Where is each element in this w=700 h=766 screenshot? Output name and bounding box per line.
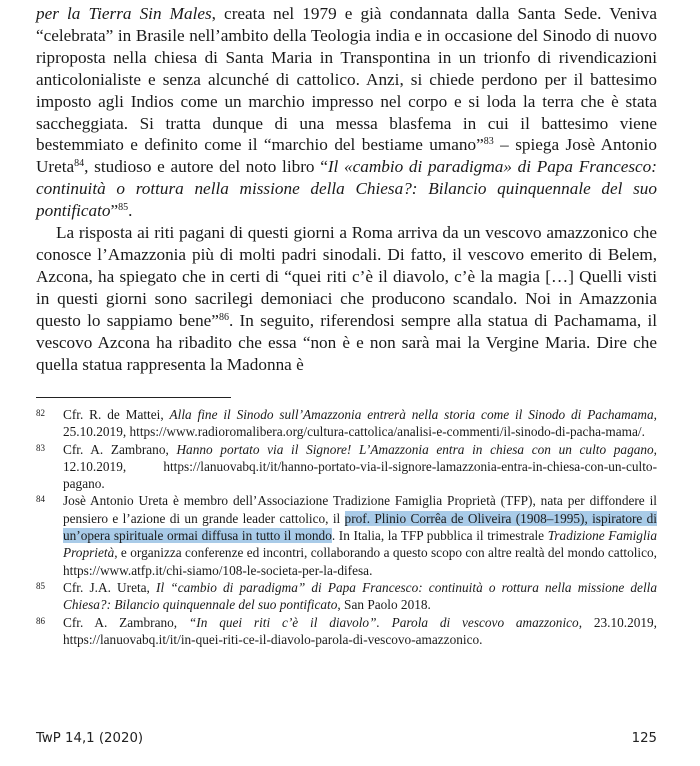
- footnote-83: [36, 441, 657, 493]
- footnote-text: Cfr. A. Zambrano,: [63, 614, 189, 630]
- footnote-text: Josè Antonio Ureta è membro dell’Associazione Tradizione Famiglia Proprietà (TFP), nata per diffondere il pensiero e l’azione di un grande leader cattolico, il: [63, 493, 657, 526]
- italic-title: per la Tierra Sin Males: [36, 4, 212, 23]
- text-run: – spiega Josè Antonio Ureta: [36, 135, 657, 177]
- body-text: [36, 3, 657, 375]
- text-run: , studioso e autore del noto libro “: [84, 157, 328, 177]
- footnote-85: [36, 579, 657, 614]
- italic-book-title: Il «cambio di paradigma» di Papa Francesco: continuità o rottura nella missione della Chiesa?: Bilancio quinquennale del suo pontificato: [36, 157, 657, 221]
- footnote-text: , San Paolo 2018.: [337, 597, 431, 613]
- footnote-text: Cfr. R. de Mattei,: [63, 407, 170, 422]
- page-number: 125: [631, 731, 657, 746]
- text-run: , creata nel 1979 e già condannata dalla Santa Sede. Veniva “celebrata” in Brasile nell’ambito della Teologia india e in occasione del Sinodo di nuovo riproposta nella chiesa di Santa Maria in Transpontina in un trionfo di rivendicazioni anticolonialiste e senza alcunché di cattolico. Anzi, si chiede perdono per il battesimo imposto agli Indios come un marchio impresso nel corpo e si loda la terra che è stata saccheggiata. Si tratta dunque di una messa blasfema in cui il battesimo viene bestemmiato e definito come il “marchio del bestiame umano”: [36, 4, 657, 155]
- footnote-86: [36, 614, 657, 649]
- footnote-text: , 12.10.2019, https://lanuovabq.it/it/hanno-portato-via-il-signore-lamazzonia-entra-in-chiesa-con-un-culto-pagano.: [63, 441, 657, 492]
- footnote-82: [36, 406, 657, 441]
- selected-text-highlight[interactable]: prof. Plinio Corrêa de Oliveira (1908–1995), ispiratore di un’opera spirituale ormai diffusa in tutto il mondo: [63, 510, 657, 544]
- text-run: ”: [110, 201, 119, 221]
- paragraph-1: [36, 3, 657, 222]
- footnote-number: 83: [36, 442, 45, 453]
- footnote-title: Alla fine il Sinodo sull’Amazzonia entrerà nella storia come il Sinodo di Pachamama: [169, 407, 654, 422]
- text-run: .: [128, 201, 133, 221]
- footnote-ref-84[interactable]: 84: [74, 158, 85, 170]
- footnote-title: Tradizione Famiglia Proprietà: [63, 528, 657, 561]
- footnote-number: 86: [36, 615, 45, 626]
- footnote-text: , 25.10.2019, https://www.radioromalibera.org/cultura-cattolica/analisi-e-commenti/il-sinodo-di-pacha-mama/.: [63, 407, 657, 440]
- footnote-number: 84: [36, 494, 45, 505]
- footnote-ref-85[interactable]: 85: [118, 202, 129, 214]
- footnote-number: 82: [36, 408, 45, 418]
- text-run: La risposta ai riti pagani di questi giorni a Roma arriva da un vescovo amazzonico che conosce l’Amazzonia più di molti padri sinodali. Di fatto, il vescovo emerito di Belem, Azcona, ha spiegato che in certi di “quei riti c’è il diavolo, c’è la magia […] Quelli visti in questi giorni sono sacrilegi demoniaci che producono scandalo. Noi in Amazzonia questo lo sappiamo bene”: [36, 223, 657, 330]
- footnote-title: Il “cambio di paradigma” di Papa Francesco: continuità o rottura nella missione della Chiesa?: Bilancio quinquennale del suo pontificato: [63, 579, 657, 613]
- footnote-title: “In quei riti c’è il diavolo”. Parola di vescovo amazzonico: [188, 614, 579, 630]
- footnote-text: , e organizza conferenze ed incontri, collaborando a questo scopo con altre realtà del mondo cattolico, https://www.atfp.it/chi-siamo/108-le-societa-per-la-difesa.: [63, 545, 657, 578]
- footnote-text: Cfr. A. Zambrano,: [63, 441, 177, 457]
- journal-reference: TwP 14,1 (2020): [36, 731, 144, 746]
- footnote-text: . In Italia, la TFP pubblica il trimestrale: [331, 528, 548, 544]
- footnote-text: , 23.10.2019, https://lanuovabq.it/it/in-quei-riti-ce-il-diavolo-parola-di-vescovo-amazzonico.: [63, 614, 657, 647]
- footnote-title: Hanno portato via il Signore! L’Amazzonia entra in chiesa con un culto pagano: [176, 441, 654, 457]
- footnote-ref-86[interactable]: 86: [218, 311, 229, 323]
- footnote-84: [36, 492, 657, 578]
- page-footer: [36, 731, 657, 746]
- paragraph-2: [36, 222, 657, 375]
- footnotes: [36, 406, 657, 648]
- text-run: . In seguito, riferendosi sempre alla statua di Pachamama, il vescovo Azcona ha ribadito che essa “non è e non sarà mai la Vergine Maria. Dire che quella statua rappresenta la Madonna è: [36, 310, 657, 374]
- footnote-text: Cfr. J.A. Ureta,: [63, 579, 157, 595]
- footnote-ref-83[interactable]: 83: [483, 136, 494, 148]
- footnote-number: 85: [36, 580, 45, 591]
- footnote-divider: [36, 397, 231, 398]
